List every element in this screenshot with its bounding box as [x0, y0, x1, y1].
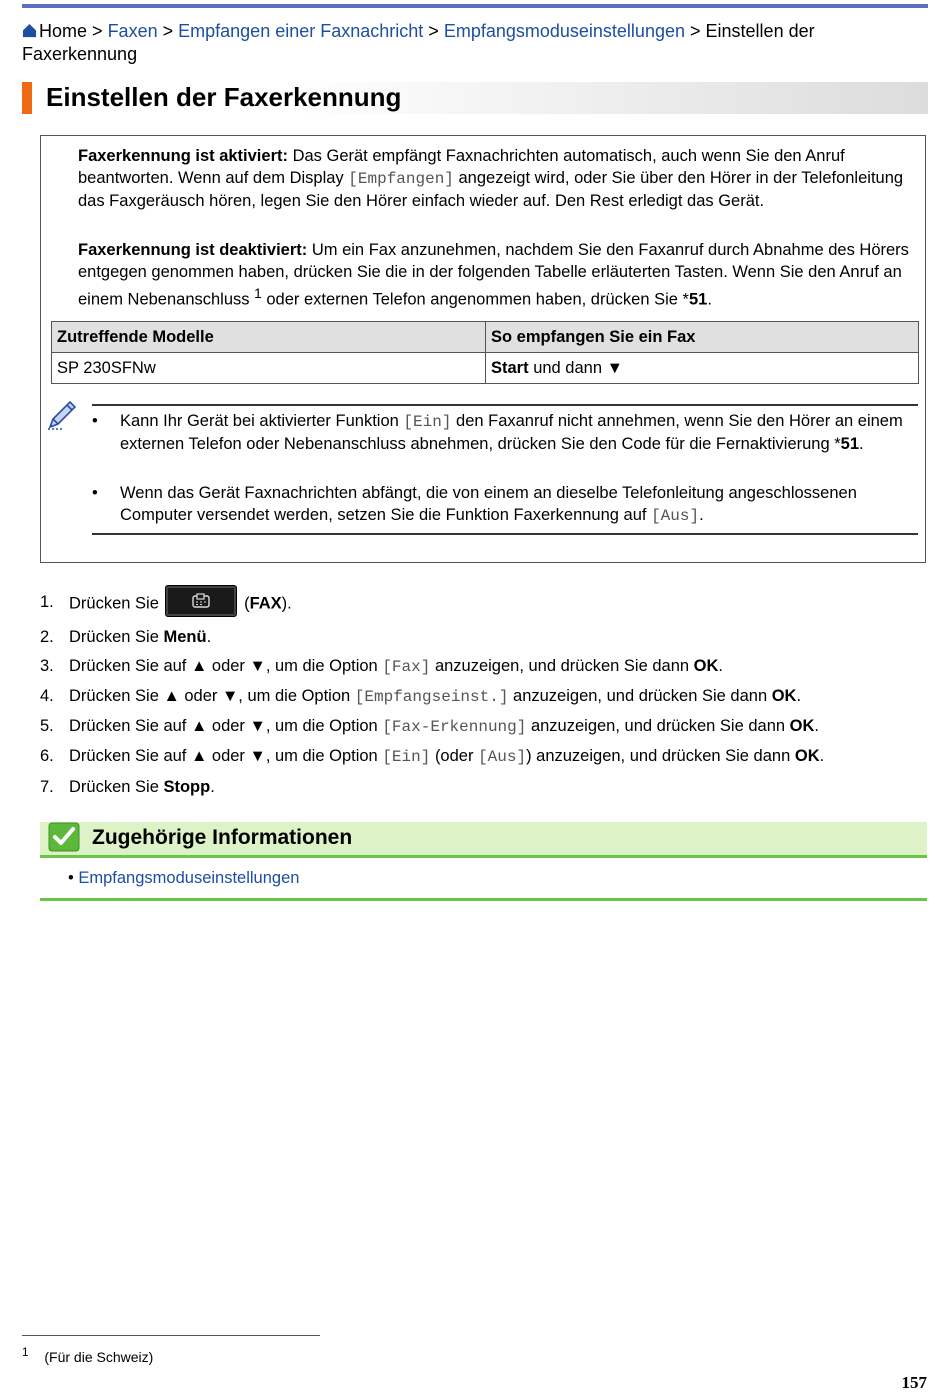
step-text — [69, 715, 819, 738]
ok-key: OK — [794, 747, 820, 765]
info-disabled-label: Faxerkennung ist deaktiviert: — [78, 241, 308, 259]
start-key-label: Start — [491, 358, 529, 377]
checkmark-icon — [48, 822, 80, 852]
period: . — [707, 290, 712, 309]
footnote-number: 1 — [22, 1346, 29, 1359]
title-accent — [22, 82, 32, 114]
step-text — [69, 655, 723, 678]
period: . — [210, 778, 215, 796]
period: . — [796, 687, 802, 705]
table-header-cell: Zutreffende Modelle — [52, 322, 486, 353]
step-text-a: Drücken Sie — [69, 778, 159, 796]
info-enabled-text-2: angezeigt wird, oder Sie über den Hörer in der Telefonleitung das Faxgeräusch hören, legen Sie den Hörer einfach wieder auf. Den Rest erledigt das Gerät. — [78, 169, 904, 210]
period: . — [699, 506, 704, 524]
menu-key: Menü — [163, 628, 207, 646]
step-number: 1. — [40, 593, 54, 611]
step-text-b: anzuzeigen, und drücken Sie dann — [513, 687, 768, 705]
breadcrumb-separator: > — [162, 21, 174, 41]
info-disabled-text-2: oder externen Telefon angenommen haben, drücken Sie * — [266, 290, 689, 309]
related-link-item — [68, 867, 299, 889]
page-title-bar — [22, 82, 928, 114]
step-text-a: Drücken Sie auf ▲ oder ▼, um die Option — [69, 717, 378, 735]
info-paragraph-disabled — [78, 239, 918, 311]
step-number: 6. — [40, 747, 54, 765]
display-code: [Ein] — [403, 413, 452, 431]
paren: ( — [244, 594, 250, 613]
models-table — [51, 321, 919, 384]
step-text-a: Drücken Sie auf ▲ oder ▼, um die Option — [69, 747, 378, 765]
top-rule — [22, 4, 928, 8]
related-bottom-rule — [40, 898, 927, 901]
info-paragraph-enabled — [78, 145, 918, 212]
step-text-a: Drücken Sie auf ▲ oder ▼, um die Option — [69, 657, 378, 675]
note-text-a: Kann Ihr Gerät bei aktivierter Funktion — [120, 412, 399, 430]
related-info-title: Zugehörige Informationen — [92, 826, 353, 849]
breadcrumb-home[interactable]: Home — [39, 21, 88, 41]
step-text — [69, 685, 801, 708]
step-number: 7. — [40, 778, 54, 796]
info-disabled-text: Um ein Fax anzunehmen, nachdem Sie den Faxanruf durch Abnahme des Hörers entgegen genommen haben, drücken Sie die in der folgenden Tabelle erläuterten Tasten. Wenn Sie den Anruf an einem Nebenanschluss — [78, 241, 909, 309]
table-row — [52, 353, 919, 384]
note-text-a: Wenn das Gerät Faxnachrichten abfängt, die von einem an dieselbe Telefonleitung angeschlossenen Computer versendet werden, setzen Sie die Funktion Faxerkennung auf — [120, 484, 857, 524]
note-top-rule — [92, 404, 918, 406]
step-number: 5. — [40, 717, 54, 735]
display-code: [Ein] — [382, 748, 431, 766]
period: . — [206, 628, 212, 646]
step-text-b: anzuzeigen, und drücken Sie dann — [530, 717, 786, 735]
bullet: • — [68, 869, 74, 887]
period: . — [814, 717, 819, 735]
step-number: 2. — [40, 628, 54, 646]
action-text: und dann — [533, 358, 603, 377]
page-number: 157 — [901, 1373, 927, 1392]
step-text — [69, 591, 292, 617]
breadcrumb-link-faxen[interactable]: Faxen — [107, 21, 158, 41]
paren-close: ). — [281, 594, 292, 613]
display-code: [Fax-Erkennung] — [382, 718, 527, 736]
fax-button[interactable] — [165, 585, 237, 617]
step-number: 3. — [40, 657, 54, 675]
breadcrumb — [22, 20, 912, 66]
step-text-c: ) anzuzeigen, und drücken Sie dann — [526, 747, 791, 765]
display-code: [Fax] — [382, 658, 431, 676]
step-number: 4. — [40, 687, 54, 705]
remote-code: 51 — [840, 435, 860, 453]
ok-key: OK — [693, 657, 719, 675]
display-code: [Empfangseinst.] — [354, 688, 509, 706]
ok-key: OK — [771, 687, 797, 705]
footnote-rule — [22, 1335, 320, 1336]
breadcrumb-current: Einstellen der Faxerkennung — [22, 21, 815, 64]
bullet: • — [92, 412, 98, 430]
step-text — [69, 626, 211, 648]
stop-key: Stopp — [163, 778, 211, 796]
info-enabled-label: Faxerkennung ist aktiviert: — [78, 147, 288, 165]
step-text-b: (oder — [434, 747, 474, 765]
display-code: [Aus] — [651, 507, 700, 525]
display-code: [Aus] — [478, 748, 527, 766]
pencil-note-icon — [46, 399, 78, 431]
fax-label: FAX — [249, 594, 282, 613]
period: . — [819, 747, 825, 765]
note-text — [120, 482, 910, 527]
display-code: [Empfangen] — [348, 170, 454, 188]
info-box — [40, 135, 926, 563]
ok-key: OK — [789, 717, 815, 735]
footnote-ref[interactable]: 1 — [254, 286, 262, 301]
step-text — [69, 745, 824, 768]
remote-code: 51 — [688, 290, 708, 309]
arrow-down-glyph: ▼ — [606, 358, 623, 377]
breadcrumb-link-empfangsmodus[interactable]: Empfangsmoduseinstellungen — [443, 21, 685, 41]
note-text — [120, 410, 910, 455]
bullet: • — [92, 484, 98, 502]
fax-icon — [191, 593, 211, 609]
info-enabled-text: Das Gerät empfängt Faxnachrichten automatisch, auch wenn Sie den Anruf beantworten. Wenn auf dem Display — [78, 147, 845, 187]
breadcrumb-separator: > — [428, 21, 439, 41]
table-cell-model: SP 230SFNw — [52, 353, 486, 384]
related-top-rule — [40, 855, 927, 858]
table-cell-action — [486, 353, 919, 384]
footnote — [22, 1346, 153, 1365]
note-bottom-rule — [92, 533, 918, 535]
step-text-b: anzuzeigen, und drücken Sie dann — [434, 657, 690, 675]
page-title: Einstellen der Faxerkennung — [46, 82, 402, 112]
period: . — [859, 435, 864, 453]
step-text-a: Drücken Sie — [69, 594, 159, 613]
related-info-header — [40, 822, 927, 855]
footnote-text: (Für die Schweiz) — [44, 1348, 154, 1365]
period: . — [718, 657, 723, 675]
note-text-b: den Faxanruf nicht annehmen, wenn Sie den Hörer an einem externen Telefon oder Nebenanschluss abnehmen, drücken Sie den Code für die Fernaktivierung * — [120, 412, 903, 453]
breadcrumb-link-empfangen[interactable]: Empfangen einer Faxnachricht — [178, 21, 424, 41]
step-text — [69, 776, 215, 798]
related-link-empfangsmodus[interactable]: Empfangsmoduseinstellungen — [78, 869, 300, 887]
breadcrumb-separator: > — [92, 21, 103, 41]
table-header-row — [52, 322, 919, 353]
step-text-a: Drücken Sie ▲ oder ▼, um die Option — [69, 687, 351, 705]
table-header-cell: So empfangen Sie ein Fax — [486, 322, 919, 353]
step-text-a: Drücken Sie — [69, 628, 159, 646]
breadcrumb-separator: > — [690, 21, 701, 41]
home-icon — [22, 23, 37, 38]
